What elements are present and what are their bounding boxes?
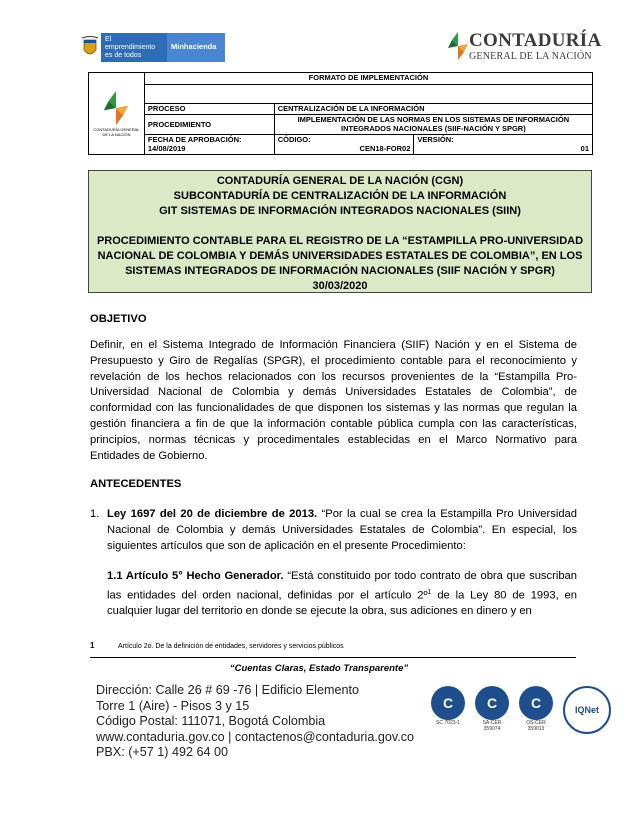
cgn-leaf-icon — [448, 32, 468, 60]
format-table — [88, 72, 593, 155]
objetivo-heading: OBJETIVO — [90, 313, 147, 325]
address-line: Código Postal: 111071, Bogotá Colombia — [96, 714, 326, 728]
proceso-value: CENTRALIZACIÓN DE LA INFORMACIÓN — [274, 104, 592, 115]
phone-line: PBX: (+57 1) 492 64 00 — [96, 745, 228, 759]
iqnet-label: IQNet — [574, 705, 599, 715]
title-line-procedure-3: SISTEMAS INTEGRADOS DE INFORMACIÓN NACIONALES (SIIF NACIÓN Y SPGR) — [125, 265, 555, 277]
icontec-icon: C — [431, 686, 465, 720]
format-logo-caption: CONTADURÍA GENERAL DE LA NACIÓN — [93, 126, 140, 137]
gov-slogan: El emprendimiento es de todos — [101, 33, 167, 62]
colombia-crest-icon — [79, 33, 101, 62]
cgn-small-leaf-icon — [103, 91, 129, 125]
procedimiento-label: PROCEDIMIENTO — [144, 115, 274, 135]
version-label: VERSIÓN: — [417, 135, 454, 144]
version-value: 01 — [580, 144, 589, 153]
codigo-value: CEN18-FOR02 — [359, 144, 411, 153]
title-date: 30/03/2020 — [312, 280, 368, 292]
footnote-marker[interactable]: 1 — [427, 588, 432, 596]
icontec-icon: C — [519, 686, 553, 720]
article-text-a: “Está constituido por todo contrato de obra que suscriban las entidades del orden nacional, definidas por el artículo 2º — [107, 570, 577, 602]
gov-ministry: Minhacienda — [167, 33, 225, 62]
cgn-logo-subtitle: GENERAL DE LA NACIÓN — [469, 51, 592, 62]
codigo-label: CÓDIGO: — [277, 135, 311, 144]
footer-divider — [90, 657, 576, 658]
cert-badge — [519, 686, 553, 734]
cert-badge — [431, 686, 465, 734]
law-description: “Por la cual se crea la Estampilla Pro Universidad Nacional de Colombia y demás Universidades Estatales de Colombia”. En especial, los siguientes artículos que son de aplicación en el presente Procedimiento: — [107, 508, 577, 552]
document-title-box — [88, 170, 592, 293]
law-reference: Ley 1697 del 20 de diciembre de 2013. — [107, 508, 318, 520]
list-item — [107, 507, 577, 554]
icontec-icon: C — [475, 686, 509, 720]
footnote-number: 1 — [90, 641, 95, 650]
fecha-value: 14/08/2019 — [147, 144, 186, 153]
article-reference: 1.1 Artículo 5° Hecho Generador. — [107, 570, 284, 582]
version-cell — [414, 135, 593, 155]
procedimiento-value: IMPLEMENTACIÓN DE LAS NORMAS EN LOS SISTEMAS DE INFORMACIÓN INTEGRADOS NACIONALES (SIIF-NACIÓN Y SPGR) — [274, 115, 592, 135]
contact-links[interactable]: www.contaduria.gov.co | contactenos@contaduria.gov.co — [96, 729, 415, 744]
footer-address — [96, 683, 414, 761]
iqnet-icon — [563, 686, 611, 734]
format-title: FORMATO DE IMPLEMENTACIÓN — [144, 73, 592, 85]
address-line: Torre 1 (Aire) - Pisos 3 y 15 — [96, 698, 250, 713]
objetivo-text: Definir, en el Sistema Integrado de Información Financiera (SIIF) Nación y en el Sistema de Presupuesto y Giro de Regalías (SPGR), el procedimiento contable para el reconocimiento y revelación de los hechos relacionados con los recursos provenientes de la “Estampilla Pro-Universidad Nacional de Colombia y demás Universidades Estatales de Colombia”, de conformidad con las funcionalidades de que disponen los sistemas y las normas que regulan la gestión financiera a fin de que la información contable pública cumpla con las características, principios, normas técnicas y procedimentales establecidas en el Marco Normativo para Entidades de Gobierno. — [90, 339, 577, 462]
cgn-logo-name: CONTADURÍA — [469, 30, 602, 51]
footnote — [90, 641, 344, 650]
title-line-procedure-2: NACIONAL DE COLOMBIA Y DEMÁS UNIVERSIDADES ESTATALES DE COLOMBIA”, EN LOS — [97, 250, 583, 262]
address-line: Dirección: Calle 26 # 69 -76 | Edificio Elemento — [96, 683, 359, 697]
cert-code: SA-CER 359074 — [482, 720, 502, 732]
cert-badge — [475, 686, 509, 734]
title-line-procedure-1: PROCEDIMIENTO CONTABLE PARA EL REGISTRO DE LA “ESTAMPILLA PRO-UNIVERSIDAD — [96, 235, 584, 247]
cert-code: OS-CER 359013 — [526, 720, 546, 732]
certifications — [431, 686, 611, 734]
footnote-text: Artículo 2o. De la definición de entidades, servidores y servicios públicos — [118, 643, 344, 650]
title-line-subcontaduria: SUBCONTADURÍA DE CENTRALIZACIÓN DE LA INFORMACIÓN — [173, 190, 507, 202]
government-logo — [79, 33, 225, 62]
cert-code: SC 7023-1 — [436, 720, 460, 726]
footer-motto: “Cuentas Claras, Estado Transparente” — [229, 663, 409, 674]
title-line-git: GIT SISTEMAS DE INFORMACIÓN INTEGRADOS NACIONALES (SIIN) — [159, 205, 521, 217]
format-logo-cell — [89, 73, 145, 155]
title-line-cgn: CONTADURÍA GENERAL DE LA NACIÓN (CGN) — [216, 175, 464, 187]
fecha-label: FECHA DE APROBACIÓN: — [147, 135, 242, 144]
sub-list-item — [107, 569, 577, 620]
article-text-b: de la Ley 80 de 1993, en cualquier lugar del territorio en donde se ejecute la obra, sus adiciones en dinero y en — [107, 589, 577, 618]
antecedentes-heading: ANTECEDENTES — [90, 478, 182, 490]
list-item-number: 1. — [90, 508, 100, 520]
format-blank-row — [144, 85, 592, 104]
codigo-cell — [274, 135, 414, 155]
fecha-cell — [144, 135, 274, 155]
proceso-label: PROCESO — [144, 104, 274, 115]
